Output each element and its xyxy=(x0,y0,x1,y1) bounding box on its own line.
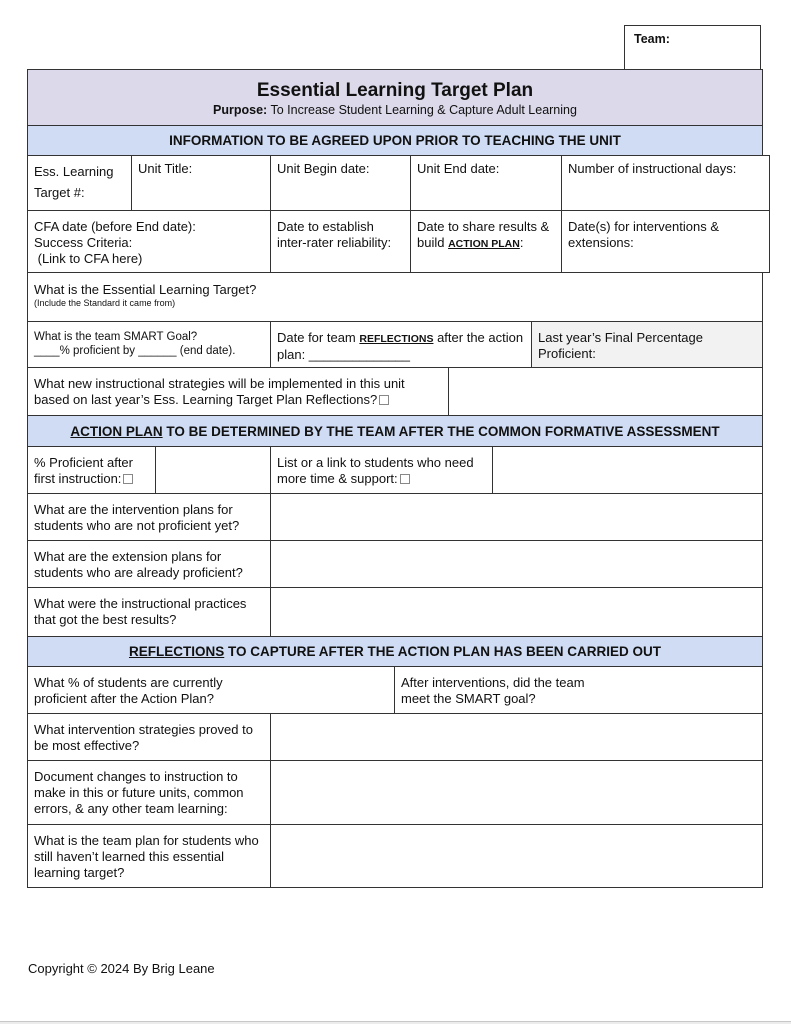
best-practices-cell xyxy=(27,587,271,637)
share-results-label: Date to share results & build xyxy=(417,219,550,250)
intervention-plans-cell xyxy=(27,493,271,541)
reflections-heading-text: TO CAPTURE AFTER THE ACTION PLAN HAS BEEN CARRIED OUT xyxy=(224,644,662,659)
title-band xyxy=(27,69,763,126)
met-smart-cell[interactable] xyxy=(394,666,763,714)
section-info-heading xyxy=(27,125,763,156)
pct-first-label: % Proficient after first instruction: xyxy=(34,455,133,486)
section-action-heading xyxy=(27,415,763,447)
section-reflections-heading xyxy=(27,636,763,667)
pct-currently-label: What % of students are currently proficient after the Action Plan? xyxy=(34,675,223,706)
cfa-date-label: CFA date (before End date): xyxy=(34,219,196,234)
document-changes-label: Document changes to instruction to make in this or future units, common errors, & any other team learning: xyxy=(34,769,244,816)
inter-rater-cell[interactable] xyxy=(270,210,411,273)
intervention-dates-label: Date(s) for interventions & extensions: xyxy=(568,219,720,250)
num-days-label: Number of instructional days: xyxy=(568,161,737,176)
team-plan-answer[interactable] xyxy=(270,824,763,888)
reflections-emphasis: REFLECTIONS xyxy=(359,333,434,345)
smart-goal-blank: ____% proficient by ______ (end date). xyxy=(34,345,236,357)
include-standard-note: (Include the Standard it came from) xyxy=(34,298,176,308)
met-smart-label: After interventions, did the team meet the SMART goal? xyxy=(401,675,585,706)
smart-goal-question: What is the team SMART Goal? xyxy=(34,331,198,343)
pct-first-answer[interactable] xyxy=(155,446,271,494)
section-info-heading-text: INFORMATION TO BE AGREED UPON PRIOR TO TEACHING THE UNIT xyxy=(169,133,621,148)
unit-end-label: Unit End date: xyxy=(417,161,500,176)
new-strategies-cell xyxy=(27,367,449,416)
cfa-link-label: (Link to CFA here) xyxy=(34,251,143,266)
action-plan-emphasis: ACTION PLAN xyxy=(448,238,520,250)
num-days-cell[interactable] xyxy=(561,155,770,211)
team-label: Team: xyxy=(634,32,670,46)
unit-title-cell[interactable] xyxy=(131,155,271,211)
reflections-heading-emphasis: REFLECTIONS xyxy=(128,644,225,659)
unit-end-cell[interactable] xyxy=(410,155,562,211)
reflections-date-rest: after the action plan: ______________ xyxy=(277,330,524,362)
inter-rater-label: Date to establish inter-rater reliability: xyxy=(277,219,392,250)
unit-begin-cell[interactable] xyxy=(270,155,411,211)
last-year-cell[interactable] xyxy=(531,321,763,368)
extension-plans-label: What are the extension plans for students who are already proficient? xyxy=(34,549,243,580)
new-strategies-label: What new instructional strategies will be implemented in this unit based on last year’s Ess. Learning Target Plan Reflections? xyxy=(34,376,405,407)
last-year-label: Last year’s Final Percentage Proficient: xyxy=(538,330,704,361)
cfa-date-cell[interactable] xyxy=(27,210,271,273)
list-students-answer[interactable] xyxy=(492,446,763,494)
ess-target-num-cell[interactable] xyxy=(27,155,132,211)
purpose-label: Purpose: xyxy=(213,103,268,117)
extension-plans-cell xyxy=(27,540,271,588)
effective-cell xyxy=(27,713,271,761)
success-criteria-label: Success Criteria: xyxy=(34,235,133,250)
share-results-cell[interactable] xyxy=(410,210,562,273)
best-practices-label: What were the instructional practices that got the best results? xyxy=(34,596,247,627)
what-is-target-cell[interactable] xyxy=(27,272,763,322)
intervention-plans-label: What are the intervention plans for students who are not proficient yet? xyxy=(34,502,240,533)
checkbox-icon xyxy=(123,474,133,484)
action-plan-heading-text: TO BE DETERMINED BY THE TEAM AFTER THE COMMON FORMATIVE ASSESSMENT xyxy=(162,424,720,439)
new-strategies-answer[interactable] xyxy=(448,367,763,416)
pct-first-cell xyxy=(27,446,156,494)
smart-goal-cell[interactable] xyxy=(27,321,271,368)
ess-target-num-label: Ess. Learning Target #: xyxy=(34,164,114,200)
purpose-line xyxy=(28,102,762,118)
effective-answer[interactable] xyxy=(270,713,763,761)
share-results-colon: : xyxy=(519,235,524,250)
unit-title-label: Unit Title: xyxy=(138,161,193,176)
team-plan-label: What is the team plan for students who still haven’t learned this essential learning target? xyxy=(34,833,259,880)
purpose-text: To Increase Student Learning & Capture Adult Learning xyxy=(267,103,577,117)
document-changes-answer[interactable] xyxy=(270,760,763,825)
intervention-plans-answer[interactable] xyxy=(270,493,763,541)
document-changes-cell xyxy=(27,760,271,825)
list-students-label: List or a link to students who need more time & support: xyxy=(277,455,474,486)
checkbox-icon xyxy=(400,474,410,484)
team-plan-cell xyxy=(27,824,271,888)
pct-currently-cell[interactable] xyxy=(27,666,395,714)
reflections-date-label: Date for team xyxy=(277,330,360,345)
intervention-dates-cell[interactable] xyxy=(561,210,770,273)
extension-plans-answer[interactable] xyxy=(270,540,763,588)
list-students-cell xyxy=(270,446,493,494)
what-is-target-label: What is the Essential Learning Target? xyxy=(34,282,257,297)
copyright: Copyright © 2024 By Brig Leane xyxy=(28,961,215,976)
unit-begin-label: Unit Begin date: xyxy=(277,161,370,176)
page-title: Essential Learning Target Plan xyxy=(256,80,534,101)
action-plan-heading-emphasis: ACTION PLAN xyxy=(70,424,163,439)
reflections-date-cell[interactable] xyxy=(270,321,532,368)
checkbox-icon xyxy=(379,395,389,405)
effective-label: What intervention strategies proved to be most effective? xyxy=(34,722,253,753)
best-practices-answer[interactable] xyxy=(270,587,763,637)
